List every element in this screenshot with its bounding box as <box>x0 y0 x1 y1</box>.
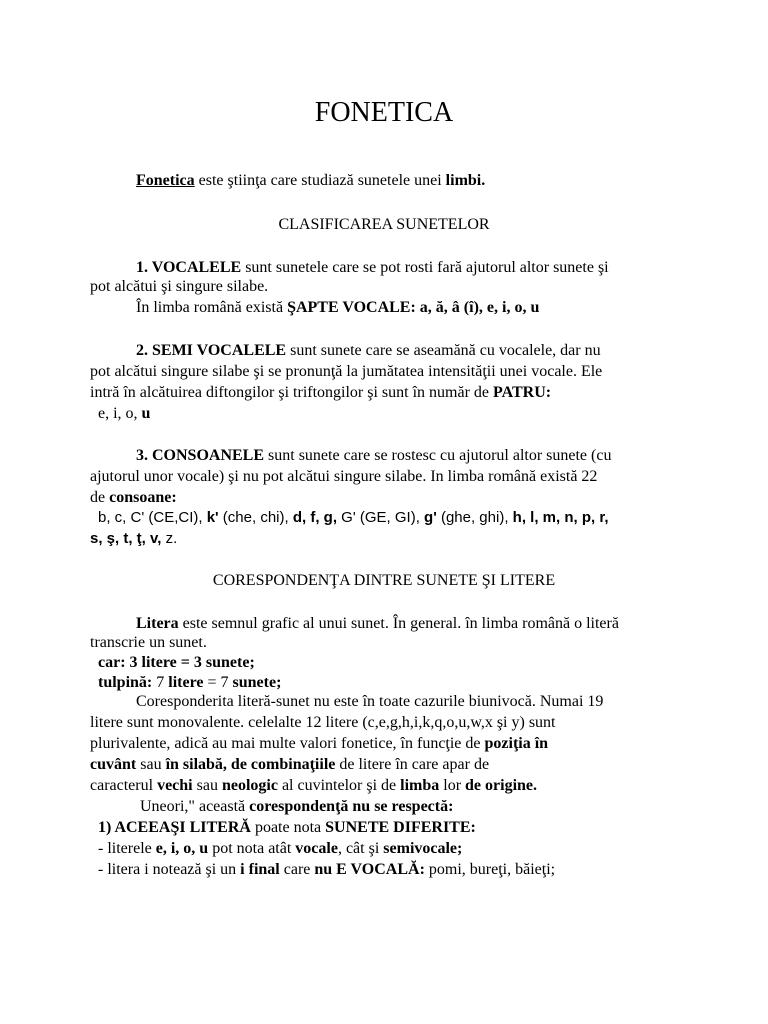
rule-1-bullet-2: - litera i notează şi un i final care nu E VOCALĂ: pomi, bureţi, băieţi; <box>98 861 556 878</box>
semivocale-heading: 2. SEMI VOCALELE <box>136 342 287 359</box>
litera-line-2: transcrie un sunet. <box>90 634 207 651</box>
consoane-line-3: de consoane: <box>90 489 177 506</box>
consoane-line-1: 3. CONSOANELE sunt sunete care se rostesc cu ajutorul altor sunete (cu <box>136 447 612 464</box>
paragraph-line-1: Coresponderita literă-sunet nu este în toate cazurile biunivocă. Numai 19 <box>136 693 604 710</box>
vocale-heading: 1. VOCALELE <box>136 259 242 276</box>
term-fonetica: Fonetica <box>136 172 195 189</box>
vocale-line-2: pot alcătui şi singure silabe. <box>90 278 269 295</box>
paragraph-line-4: cuvânt sau în silabă, de combinaţiile de litere în care apar de <box>90 756 490 773</box>
page-title: FONETICA <box>314 97 454 128</box>
paragraph-line-2: litere sunt monovalente. celelalte 12 litere (c,e,g,h,i,k,q,o,u,w,x şi y) sunt <box>90 714 556 731</box>
consoane-heading: 3. CONSOANELE <box>136 447 265 464</box>
paragraph-line-3: plurivalente, adică au mai multe valori fonetice, în funcţie de poziţia în <box>90 735 549 752</box>
semivocale-line-1: 2. SEMI VOCALELE sunt sunete care se aseamănă cu vocalele, dar nu <box>136 342 601 359</box>
semivocale-line-2: pot alcătui singure silabe şi se pronunţă la jumătatea intensităţii unei vocale. Ele <box>90 363 603 380</box>
consoane-line-2: ajutorul unor vocale) şi nu pot alcătui singure silabe. In limba română există 22 <box>90 468 598 485</box>
rule-1: 1) ACEEAŞI LITERĂ poate nota SUNETE DIFERITE: <box>98 819 476 836</box>
consoane-line-5: s, ş, t, ţ, v, z. <box>90 530 178 547</box>
vocale-line-1: 1. VOCALELE sunt sunetele care se pot rosti fară ajutorul altor sunete şi <box>136 259 609 276</box>
section-heading-corespondenta: CORESPONDENŢA DINTRE SUNETE ŞI LITERE <box>212 572 556 589</box>
example-car: car: 3 litere = 3 sunete; <box>98 654 255 671</box>
example-tulpina: tulpină: 7 litere = 7 sunete; <box>98 674 282 691</box>
semivocale-line-3: intră în alcătuirea diftongilor şi triftongilor şi sunt în număr de PATRU: <box>90 384 552 401</box>
section-heading-clasificarea: CLASIFICAREA SUNETELOR <box>278 216 490 233</box>
litera-line-1: Litera este semnul grafic al unui sunet. În general. în limba română o literă <box>136 615 619 632</box>
consoane-line-4: b, c, C' (CE,CI), k' (che, chi), d, f, g, G' (GE, GI), g' (ghe, ghi), h, l, m, n, p, r, <box>98 509 609 526</box>
vocale-line-3: În limba română există ŞAPTE VOCALE: a, ă, â (î), e, i, o, u <box>136 299 540 316</box>
definition-line: Fonetica este ştiinţa care studiază sunetele unei limbi. <box>136 172 486 189</box>
semivocale-line-4: e, i, o, u <box>98 405 151 422</box>
paragraph-line-6: Uneori," această corespondenţă nu se respectă: <box>140 798 454 815</box>
rule-1-bullet-1: - literele e, i, o, u pot nota atât vocale, cât şi semivocale; <box>98 840 463 857</box>
paragraph-line-5: caracterul vechi sau neologic al cuvintelor şi de limba lor de origine. <box>90 777 538 794</box>
